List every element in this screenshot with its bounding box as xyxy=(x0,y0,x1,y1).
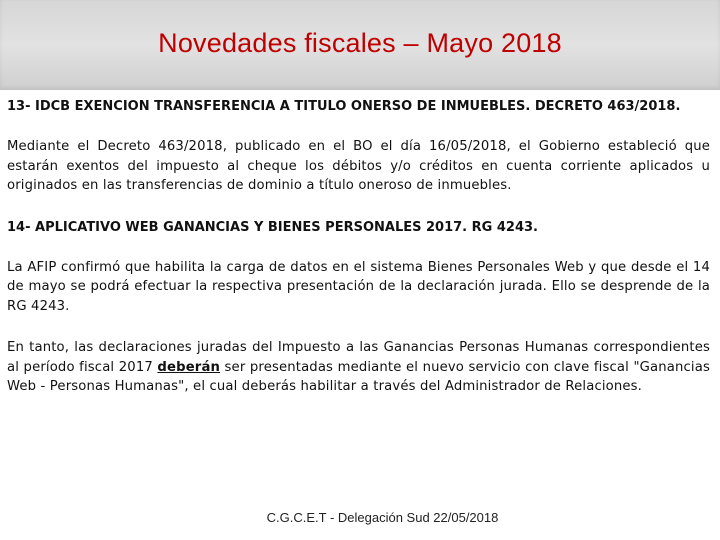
title-bar xyxy=(0,0,720,90)
emphasis-deberan: deberán xyxy=(157,359,221,375)
footer-text: C.G.C.E.T - Delegación Sud 22/05/2018 xyxy=(266,510,499,525)
section-13-heading: 13- IDCB EXENCION TRANSFERENCIA A TITULO ONERSO DE INMUEBLES. DECRETO 463/2018. xyxy=(7,99,681,114)
section-13-paragraph: Mediante el Decreto 463/2018, publicado en el BO el día 16/05/2018, el Gobierno estableció que estarán exentos del impuesto al cheque los débitos y/o créditos en cuenta corriente aplicados u originados en las transferencias de dominio a título oneroso de inmuebles. xyxy=(7,139,710,194)
document-body xyxy=(7,97,710,396)
section-14-paragraph-1: La AFIP confirmó que habilita la carga de datos en el sistema Bienes Personales Web y que desde el 14 de mayo se podrá efectuar la respectiva presentación de la declaración jurada. Ello se desprende de la RG 4243. xyxy=(7,260,710,314)
paragraph-2-end: ser presentadas mediante el nuevo servicio con clave fiscal "Ganancias Web - Personas Humanas", el cual deberás habilitar a través del Administrador de Relaciones. xyxy=(7,359,710,395)
page-title: Novedades fiscales – Mayo 2018 xyxy=(158,28,562,58)
section-14-paragraph-2 xyxy=(7,338,710,396)
section-14-heading: 14- APLICATIVO WEB GANANCIAS Y BIENES PERSONALES 2017. RG 4243. xyxy=(7,219,538,235)
paragraph-2-start: En tanto, las declaraciones juradas del Impuesto a las Ganancias Personas Humanas correspondientes al período fiscal 2017 xyxy=(7,340,710,375)
